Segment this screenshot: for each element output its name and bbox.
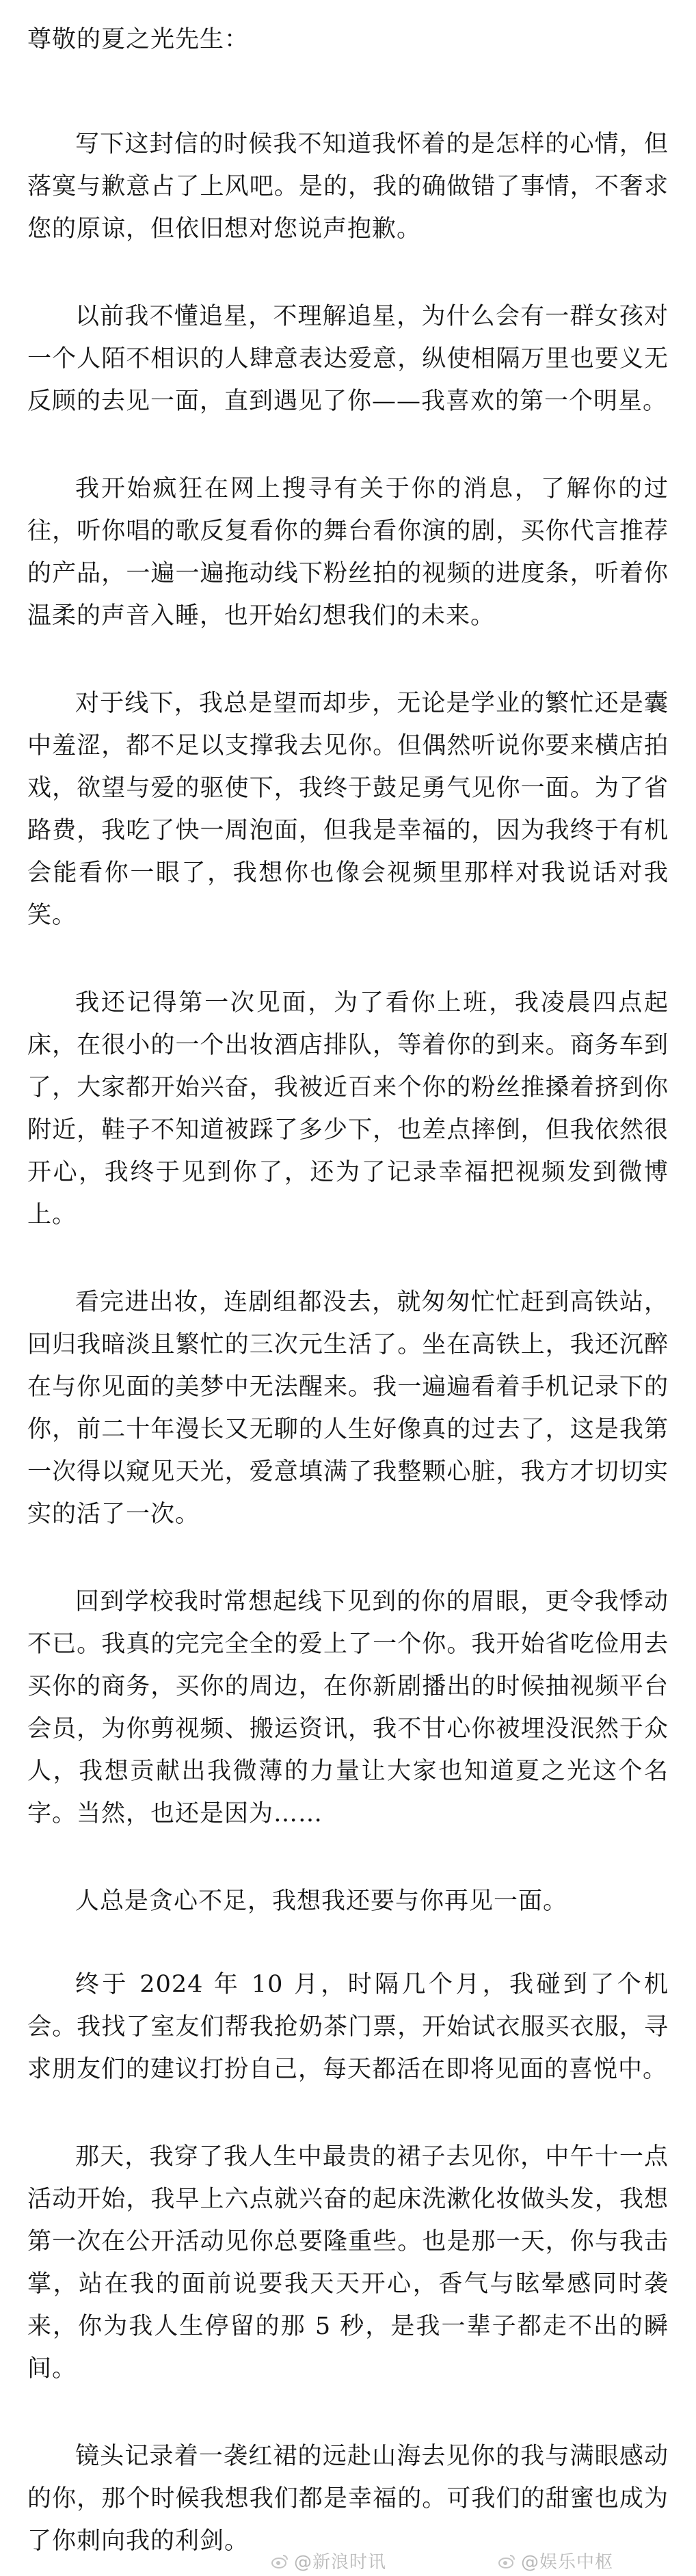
letter-paragraph-9: 终于 2024 年 10 月，时隔几个月，我碰到了个机会。我找了室友们帮我抢奶茶门票，开始试衣服买衣服，寻求朋友们的建议打扮自己，每天都活在即将见面的喜悦中。 — [27, 1971, 669, 2083]
letter-paragraph-8: 人总是贪心不足，我想我还要与你再见一面。 — [75, 1888, 568, 1915]
letter-paragraph-5: 我还记得第一次见面，为了看你上班，我凌晨四点起床，在很小的一个出妆酒店排队，等着你的到来。商务车到了，大家都开始兴奋，我被近百来个你的粉丝推搡着挤到你附近，鞋子不知道被踩了多少下，也差点摔倒，但我依然很开心，我终于见到你了，还为了记录幸福把视频发到微博上。 — [27, 989, 669, 1229]
watermark-1 — [271, 2548, 386, 2573]
watermark-text-1: @新浪时讯 — [294, 2552, 387, 2573]
letter-paragraph-6: 看完进出妆，连剧组都没去，就匆匆忙忙赶到高铁站，回归我暗淡且繁忙的三次元生活了。坐在高铁上，我还沉醉在与你见面的美梦中无法醒来。我一遍遍看着手机记录下的你，前二十年漫长又无聊的人生好像真的过去了，这是我第一次得以窥见天光，爱意填满了我整颗心脏，我方才切切实实的活了一次。 — [27, 1289, 669, 1528]
weibo-logo-icon — [271, 2551, 290, 2571]
weibo-logo-icon — [498, 2551, 517, 2571]
letter-paragraph-11: 镜头记录着一袭红裙的远赴山海去见你的我与满眼感动的你，那个时候我想我们都是幸福的。可我们的甜蜜也成为了你刺向我的利剑。 — [27, 2443, 669, 2555]
watermark-text-2: @娱乐中枢 — [521, 2552, 614, 2573]
letter-paragraph-7: 回到学校我时常想起线下见到的你的眉眼，更令我悸动不已。我真的完完全全的爱上了一个你。我开始省吃俭用去买你的商务，买你的周边，在你新剧播出的时候抽视频平台会员，为你剪视频、搬运资讯，我不甘心你被埋没泯然于众人，我想贡献出我微薄的力量让大家也知道夏之光这个名字。当然，也还是因为…… — [27, 1588, 669, 1827]
letter-paragraph-2: 以前我不懂追星，不理解追星，为什么会有一群女孩对一个人陌不相识的人肆意表达爱意，纵使相隔万里也要义无反顾的去见一面，直到遇见了你——我喜欢的第一个明星。 — [27, 303, 669, 415]
letter-paragraph-10: 那天，我穿了我人生中最贵的裙子去见你，中午十一点活动开始，我早上六点就兴奋的起床洗漱化妆做头发，我想第一次在公开活动见你总要隆重些。也是那一天，你与我击掌，站在我的面前说要我天天开心，香气与眩晕感同时袭来，你为我人生停留的那 5 秒，是我一辈子都走不出的瞬间。 — [27, 2143, 669, 2383]
letter-salutation: 尊敬的夏之光先生： — [27, 26, 250, 53]
letter-paragraph-4: 对于线下，我总是望而却步，无论是学业的繁忙还是囊中羞涩，都不足以支撑我去见你。但偶然听说你要来横店拍戏，欲望与爱的驱使下，我终于鼓足勇气见你一面。为了省路费，我吃了快一周泡面，但我是幸福的，因为我终于有机会能看你一眼了，我想你也像会视频里那样对我说话对我笑。 — [27, 690, 669, 929]
letter-paragraph-3: 我开始疯狂在网上搜寻有关于你的消息，了解你的过往，听你唱的歌反复看你的舞台看你演的剧，买你代言推荐的产品，一遍一遍拖动线下粉丝拍的视频的进度条，听着你温柔的声音入睡，也开始幻想我们的未来。 — [27, 475, 669, 630]
letter-paragraph-1: 写下这封信的时候我不知道我怀着的是怎样的心情，但落寞与歉意占了上风吧。是的，我的确做错了事情，不奢求您的原谅，但依旧想对您说声抱歉。 — [27, 131, 669, 243]
watermark-2 — [498, 2548, 613, 2573]
